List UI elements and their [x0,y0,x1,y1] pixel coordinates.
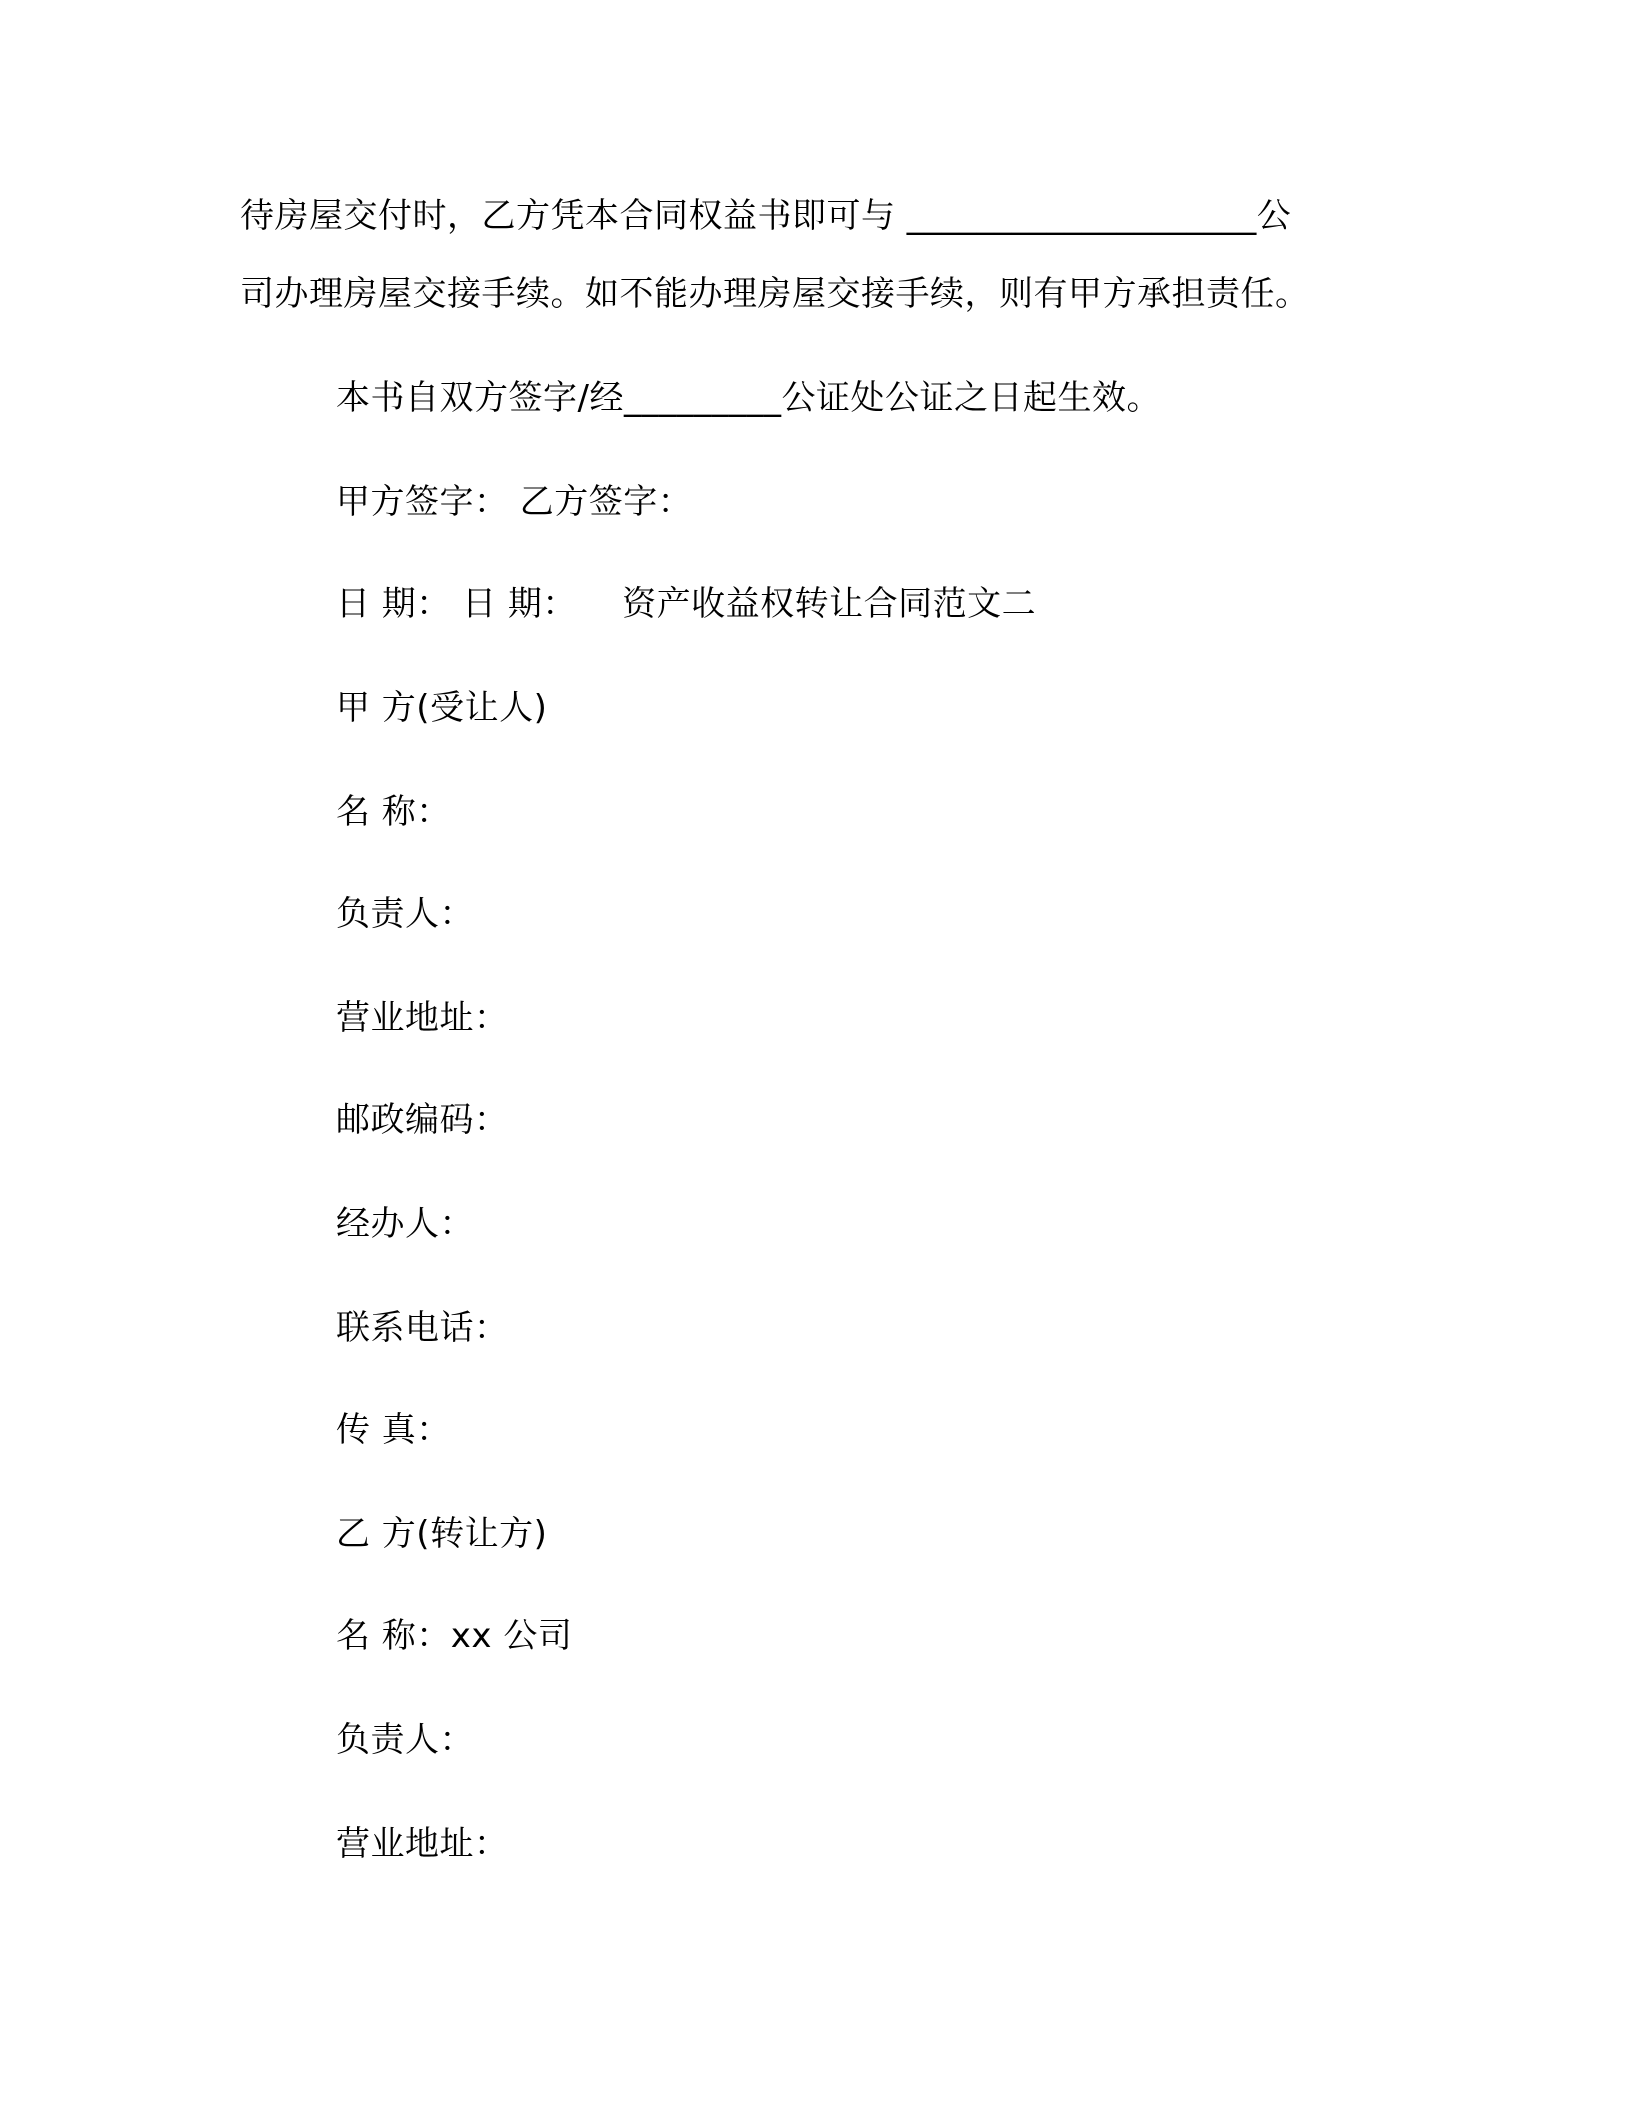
party-a-fax: 传 真： [336,1410,451,1450]
party-a-agent: 经办人： [336,1204,474,1244]
party-a-phone: 联系电话： [336,1308,509,1348]
party-b-business-address: 营业地址： [336,1824,509,1864]
paragraph-line-1: 待房屋交付时，乙方凭本合同权益书即可与 ____________________公 [240,196,1292,236]
party-a-business-address: 营业地址： [336,998,509,1038]
party-a-postal-code: 邮政编码： [336,1100,509,1140]
party-b-person-in-charge: 负责人： [336,1720,474,1760]
party-a-person-in-charge: 负责人： [336,894,474,934]
party-b-heading: 乙 方(转让方) [336,1514,548,1554]
party-a-name: 名 称： [336,792,451,832]
date-and-title-line: 日 期： 日 期： 资产收益权转让合同范文二 [336,584,1037,624]
effective-clause: 本书自双方签字/经_________公证处公证之日起生效。 [336,378,1161,418]
party-a-heading: 甲 方(受让人) [336,688,548,728]
paragraph-line-2: 司办理房屋交接手续。如不能办理房屋交接手续，则有甲方承担责任。 [240,274,1310,314]
signature-line: 甲方签字： 乙方签字： [336,482,693,522]
party-b-name: 名 称：xx 公司 [336,1616,573,1656]
